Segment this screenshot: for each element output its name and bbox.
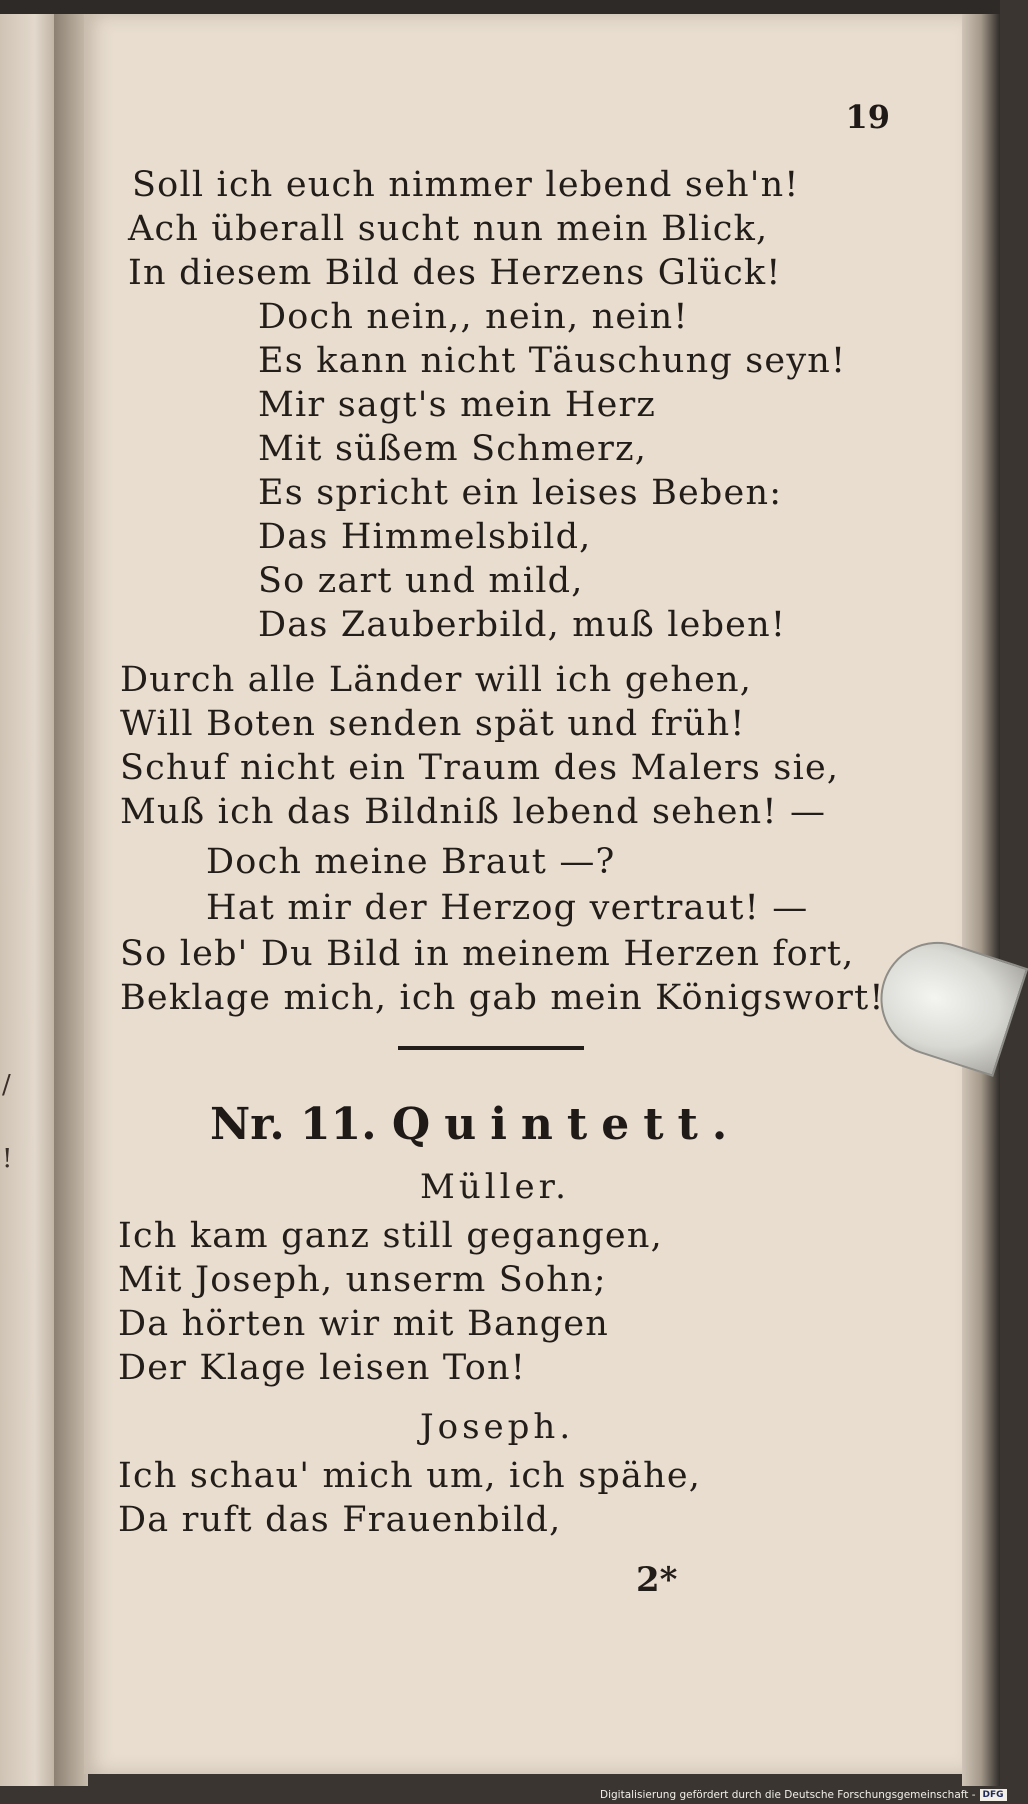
page-number: 19 xyxy=(845,98,890,136)
verse-line: Soll ich euch nimmer lebend seh'n! xyxy=(132,165,800,205)
verse-line: Muß ich das Bildniß lebend sehen! — xyxy=(120,792,827,832)
previous-page-edge xyxy=(0,14,58,1786)
verse-line: Es spricht ein leises Beben: xyxy=(258,473,783,513)
signature-mark: 2* xyxy=(636,1560,678,1600)
dialogue-line: Da hörten wir mit Bangen xyxy=(118,1304,610,1344)
page-right-edge xyxy=(962,14,1000,1786)
digitization-credit xyxy=(600,1786,1004,1804)
book-gutter xyxy=(54,14,88,1786)
verse-line: So leb' Du Bild in meinem Herzen fort, xyxy=(120,934,855,974)
verse-line: So zart und mild, xyxy=(258,561,584,601)
dialogue-line: Ich kam ganz still gegangen, xyxy=(118,1216,663,1256)
verse-line: Hat mir der Herzog vertraut! — xyxy=(206,888,809,928)
dfg-logo: DFG xyxy=(980,1789,1007,1801)
verse-line: Ach überall sucht nun mein Blick, xyxy=(128,209,769,249)
verse-line: Doch meine Braut —? xyxy=(206,842,616,882)
dialogue-line: Ich schau' mich um, ich spähe, xyxy=(118,1456,702,1496)
verse-line: Schuf nicht ein Traum des Malers sie, xyxy=(120,748,840,788)
section-title: Quintett. xyxy=(391,1099,742,1150)
dialogue-line: Da ruft das Frauenbild, xyxy=(118,1500,562,1540)
verse-line: Das Zauberbild, muß leben! xyxy=(258,605,787,645)
verse-line: Das Himmelsbild, xyxy=(258,517,592,557)
verse-line: In diesem Bild des Herzens Glück! xyxy=(128,253,782,293)
verse-line: Es kann nicht Täuschung seyn! xyxy=(258,341,847,381)
left-page-mark: ! xyxy=(2,1144,13,1174)
section-divider xyxy=(398,1046,584,1050)
section-number: Nr. 11. xyxy=(210,1099,377,1150)
verse-line: Durch alle Länder will ich gehen, xyxy=(120,660,753,700)
dialogue-line: Mit Joseph, unserm Sohn; xyxy=(118,1260,607,1300)
verse-line: Beklage mich, ich gab mein Königswort! xyxy=(120,978,885,1018)
credit-text: Digitalisierung gefördert durch die Deutsche Forschungsgemeinschaft - xyxy=(600,1789,976,1801)
verse-line: Mit süßem Schmerz, xyxy=(258,429,648,469)
left-page-mark: / xyxy=(2,1070,11,1100)
speaker-name: Müller. xyxy=(420,1167,570,1207)
verse-line: Mir sagt's mein Herz xyxy=(258,385,657,425)
verse-line: Will Boten senden spät und früh! xyxy=(120,704,746,744)
dialogue-line: Der Klage leisen Ton! xyxy=(118,1348,527,1388)
section-heading xyxy=(210,1095,741,1155)
verse-line: Doch nein,, nein, nein! xyxy=(258,297,689,337)
speaker-name: Joseph. xyxy=(420,1407,575,1447)
